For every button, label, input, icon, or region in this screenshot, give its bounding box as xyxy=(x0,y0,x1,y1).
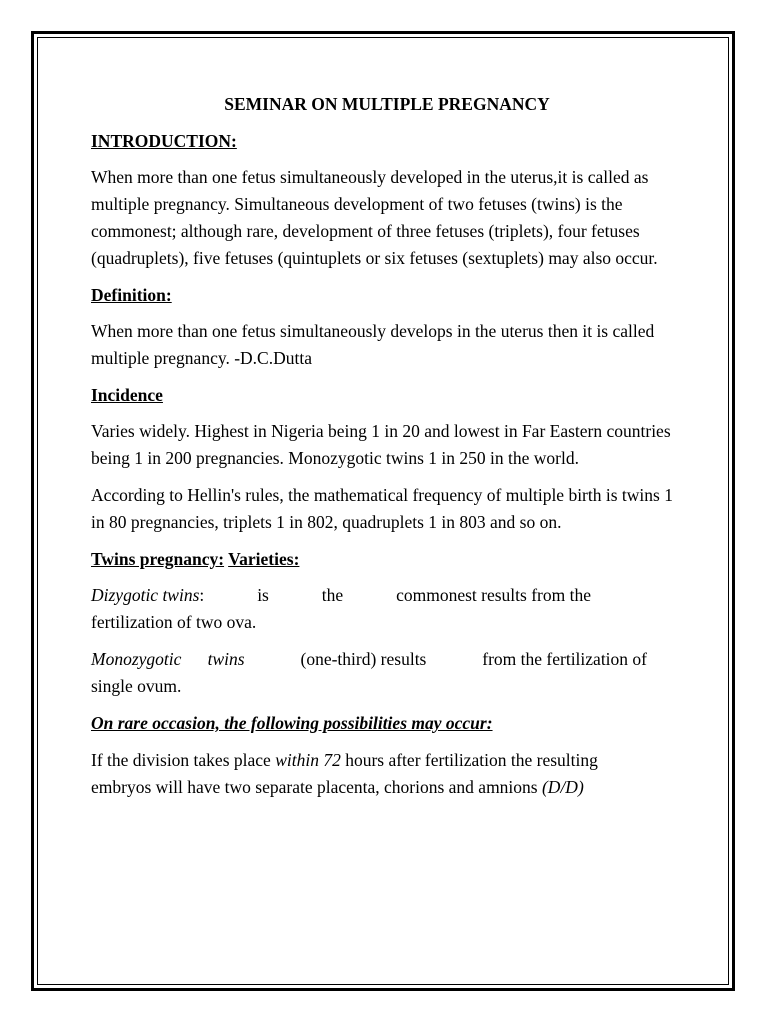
introduction-heading: INTRODUCTION: xyxy=(91,131,237,151)
monozygotic-line-2: single ovum. xyxy=(91,676,182,696)
monozygotic-line-1 xyxy=(91,646,647,673)
rare-line-2-em: (D/D) xyxy=(541,777,584,797)
dizygotic-word-3: commonest results from the xyxy=(396,585,591,605)
incidence-heading: Incidence xyxy=(91,385,163,405)
monozygotic-paragraph xyxy=(91,646,683,700)
monozygotic-term: Monozygotic twins xyxy=(91,649,245,669)
rare-line-1-b: hours after fertilization the resulting xyxy=(340,750,598,770)
incidence-paragraph-1: Varies widely. Highest in Nigeria being 1 in 20 and lowest in Far Eastern countries being 1 in 200 pregnancies. Monozygotic twins 1 in 250 in the world. xyxy=(91,421,671,468)
incidence-paragraph-2: According to Hellin's rules, the mathematical frequency of multiple birth is twins 1 in 80 pregnancies, triplets 1 in 802, quadruplets 1 in 803 and so on. xyxy=(91,485,673,532)
document-body xyxy=(91,91,683,811)
document-title: SEMINAR ON MULTIPLE PREGNANCY xyxy=(224,94,550,114)
twins-heading-main: Twins pregnancy: xyxy=(91,549,225,569)
dizygotic-paragraph xyxy=(91,582,683,636)
dizygotic-word-1: is xyxy=(257,585,269,605)
twins-heading xyxy=(91,546,683,573)
dizygotic-word-2: the xyxy=(321,585,344,605)
dizygotic-line-1 xyxy=(91,582,591,609)
rare-line-1 xyxy=(91,747,683,774)
introduction-paragraph: When more than one fetus simultaneously developed in the uterus,it is called as multiple pregnancy. Simultaneous development of two fetuses (twins) is the commonest; although rare, development of three fetuses (triplets), four fetuses (quadruplets), five fetuses (quintuplets or six fetuses (sextuplets) may also occur. xyxy=(91,167,658,268)
dizygotic-term: Dizygotic twins xyxy=(91,585,200,605)
twins-heading-varieties: Varieties: xyxy=(228,549,300,569)
rare-occasion-heading: On rare occasion, the following possibilities may occur: xyxy=(91,713,493,733)
rare-line-2-a: embryos will have two separate placenta, chorions and amnions xyxy=(91,777,542,797)
definition-heading: Definition: xyxy=(91,285,172,305)
rare-line-2 xyxy=(91,774,683,801)
dizygotic-line-2: fertilization of two ova. xyxy=(91,612,257,632)
rare-occasion-paragraph xyxy=(91,747,683,801)
rare-line-1-em: within 72 xyxy=(275,750,341,770)
definition-paragraph: When more than one fetus simultaneously develops in the uterus then it is called multiple pregnancy. -D.C.Dutta xyxy=(91,321,655,368)
dizygotic-colon: : xyxy=(199,585,205,605)
monozygotic-word-1: (one-third) results xyxy=(300,649,427,669)
rare-line-1-a: If the division takes place xyxy=(91,750,276,770)
dizygotic-term-group xyxy=(91,582,204,609)
monozygotic-word-2: from the fertilization of xyxy=(482,649,647,669)
